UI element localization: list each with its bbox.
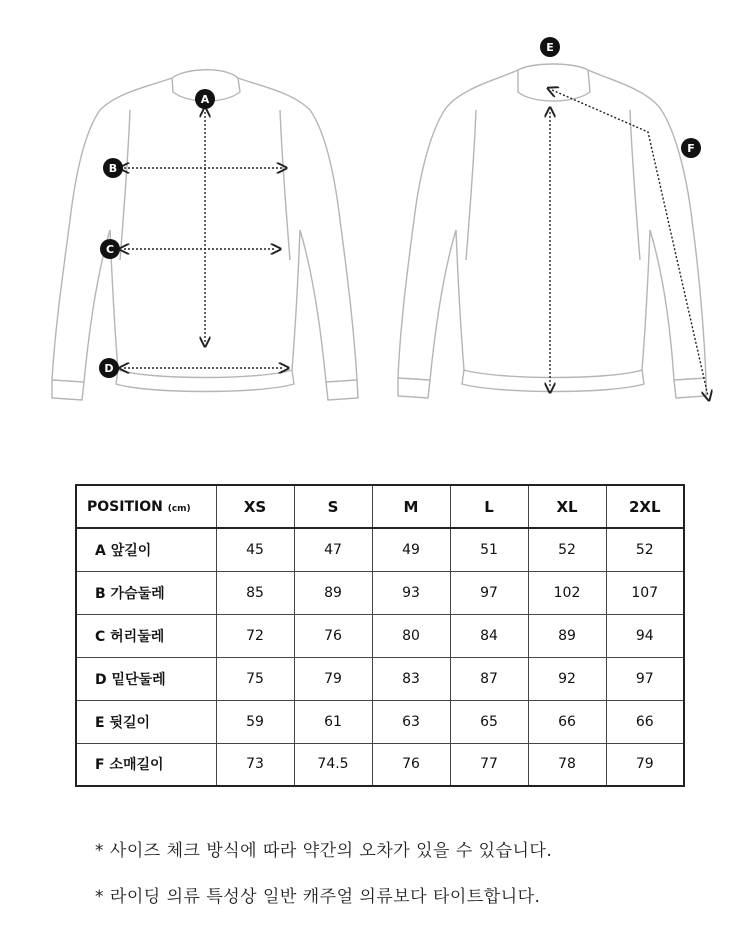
table-cell: 94 <box>606 614 684 657</box>
table-row <box>76 657 684 700</box>
table-cell: 92 <box>528 657 606 700</box>
marker-a <box>195 89 215 109</box>
table-cell: 93 <box>372 571 450 614</box>
table-row <box>76 743 684 786</box>
row-label: A 앞길이 <box>76 528 216 571</box>
back-measure-lines <box>550 90 708 396</box>
table-cell: 45 <box>216 528 294 571</box>
table-cell: 97 <box>450 571 528 614</box>
table-cell: 66 <box>606 700 684 743</box>
row-label: B 가슴둘레 <box>76 571 216 614</box>
table-row <box>76 571 684 614</box>
table-cell: 47 <box>294 528 372 571</box>
table-row <box>76 528 684 571</box>
marker-d <box>99 358 119 378</box>
svg-text:D: D <box>104 362 114 375</box>
marker-e <box>540 37 560 57</box>
marker-c <box>100 239 120 259</box>
table-cell: 107 <box>606 571 684 614</box>
position-header-unit: (cm) <box>167 503 191 514</box>
table-cell: 66 <box>528 700 606 743</box>
table-cell: 59 <box>216 700 294 743</box>
position-header-label: POSITION <box>87 498 163 515</box>
front-measure-lines <box>124 112 284 368</box>
table-row <box>76 700 684 743</box>
table-header-row <box>76 485 684 528</box>
svg-text:B: B <box>108 162 118 175</box>
table-cell: 77 <box>450 743 528 786</box>
table-cell: 79 <box>294 657 372 700</box>
fit-note: * 라이딩 의류 특성상 일반 캐주얼 의류보다 타이트합니다. <box>95 887 541 907</box>
table-cell: 85 <box>216 571 294 614</box>
marker-b <box>103 158 123 178</box>
size-header-2xl: 2XL <box>606 485 684 528</box>
table-cell: 52 <box>528 528 606 571</box>
table-cell: 76 <box>294 614 372 657</box>
row-label: E 뒷길이 <box>76 700 216 743</box>
back-jacket-outline <box>398 64 706 398</box>
size-header-l: L <box>450 485 528 528</box>
table-row <box>76 614 684 657</box>
table-cell: 73 <box>216 743 294 786</box>
svg-text:C: C <box>105 243 115 256</box>
table-cell: 75 <box>216 657 294 700</box>
row-label: D 밑단둘레 <box>76 657 216 700</box>
table-cell: 78 <box>528 743 606 786</box>
position-header <box>76 485 216 528</box>
table-cell: 52 <box>606 528 684 571</box>
size-tolerance-note: * 사이즈 체크 방식에 따라 약간의 오차가 있을 수 있습니다. <box>95 841 553 861</box>
size-header-m: M <box>372 485 450 528</box>
table-cell: 51 <box>450 528 528 571</box>
size-chart-table <box>75 484 685 787</box>
table-cell: 89 <box>294 571 372 614</box>
front-jacket-outline <box>52 70 358 400</box>
size-header-xl: XL <box>528 485 606 528</box>
marker-f <box>681 138 701 158</box>
size-header-s: S <box>294 485 372 528</box>
table-cell: 76 <box>372 743 450 786</box>
table-cell: 63 <box>372 700 450 743</box>
table-cell: 72 <box>216 614 294 657</box>
table-cell: 61 <box>294 700 372 743</box>
svg-text:E: E <box>546 41 554 54</box>
jacket-measurement-diagram <box>0 0 750 420</box>
row-label: F 소매길이 <box>76 743 216 786</box>
svg-text:A: A <box>200 93 210 106</box>
table-cell: 49 <box>372 528 450 571</box>
table-cell: 87 <box>450 657 528 700</box>
table-cell: 89 <box>528 614 606 657</box>
size-header-xs: XS <box>216 485 294 528</box>
table-cell: 84 <box>450 614 528 657</box>
table-cell: 74.5 <box>294 743 372 786</box>
table-cell: 83 <box>372 657 450 700</box>
table-cell: 102 <box>528 571 606 614</box>
table-cell: 80 <box>372 614 450 657</box>
table-cell: 79 <box>606 743 684 786</box>
table-cell: 65 <box>450 700 528 743</box>
table-cell: 97 <box>606 657 684 700</box>
row-label: C 허리둘레 <box>76 614 216 657</box>
svg-text:F: F <box>687 142 695 155</box>
